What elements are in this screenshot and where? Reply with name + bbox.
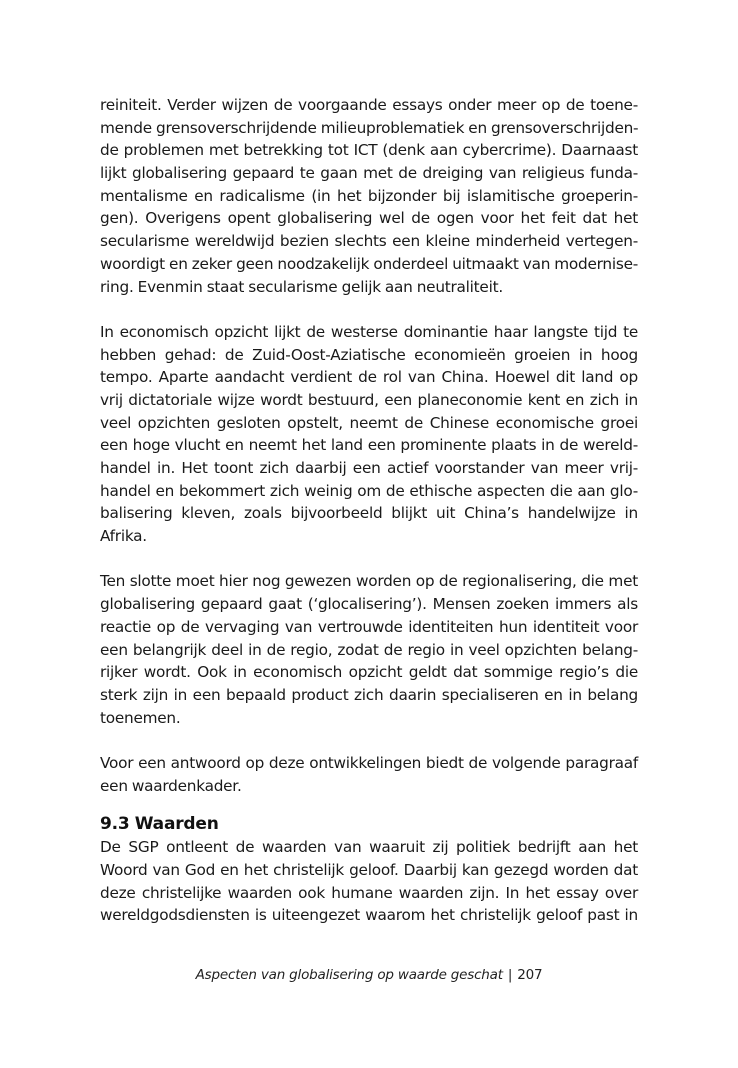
text-line: handel in. Het toont zich daarbij een actief voorstander van meer vrij- (100, 459, 638, 477)
text-line: Woord van God en het christelijk geloof. Daarbij kan gezegd worden dat (100, 861, 638, 879)
text-line: toenemen. (100, 708, 181, 727)
page-footer (0, 965, 738, 985)
text-line: handel en bekommert zich weinig om de ethische aspecten die aan glo- (100, 481, 638, 500)
text-line: sterk zijn in een bepaald product zich daarin specialiseren en in belang (100, 685, 638, 704)
text-line: globalisering gepaard gaat (‘glocalisering’). Mensen zoeken immers als (100, 595, 638, 614)
text-line: gen). Overigens opent globalisering wel de ogen voor het feit dat het (100, 209, 638, 228)
paragraph-4 (100, 752, 638, 797)
running-title: Aspecten van globalisering op waarde geschat (195, 967, 503, 983)
paragraph-2 (100, 321, 638, 548)
paragraph-3 (100, 570, 638, 729)
text-line: rijker wordt. Ook in economisch opzicht geldt dat sommige regio’s die (100, 663, 638, 682)
footer-separator: | (507, 967, 513, 983)
page-body (100, 94, 638, 927)
text-line: Voor een antwoord op deze ontwikkelingen biedt de volgende paragraaf (100, 753, 638, 772)
text-line: vrij dictatoriale wijze wordt bestuurd, een planeconomie kent en zich in (100, 390, 638, 409)
text-line: wereldgodsdiensten is uiteengezet waarom het christelijk geloof past in (100, 906, 638, 925)
text-line: een hoge vlucht en neemt het land een prominente plaats in de wereld- (100, 436, 638, 455)
section-paragraph (100, 836, 638, 927)
text-line: Ten slotte moet hier nog gewezen worden op de regionalisering, die met (100, 572, 638, 591)
text-line: ring. Evenmin staat secularisme gelijk aan neutraliteit. (100, 277, 503, 296)
text-line: veel opzichten gesloten opstelt, neemt de Chinese economische groei (100, 413, 638, 432)
text-line: de problemen met betrekking tot ICT (denk aan cybercrime). Daarnaast (100, 141, 638, 160)
text-line: tempo. Aparte aandacht verdient de rol van China. Hoewel dit land op (100, 368, 638, 387)
text-line: woordigt en zeker geen noodzakelijk onderdeel uitmaakt van modernise- (100, 254, 639, 273)
paragraph-1 (100, 94, 638, 298)
text-line: een waardenkader. (100, 776, 242, 795)
text-line: lijkt globalisering gepaard te gaan met de dreiging van religieus funda- (100, 164, 638, 183)
text-line: balisering kleven, zoals bijvoorbeeld blijkt uit China’s handelwijze in (100, 504, 638, 523)
text-line: een belangrijk deel in de regio, zodat de regio in veel opzichten belang- (100, 640, 638, 659)
section-heading: 9.3 Waarden (100, 814, 219, 835)
text-line: secularisme wereldwijd bezien slechts een kleine minderheid vertegen- (100, 232, 638, 251)
text-line: deze christelijke waarden ook humane waarden zijn. In het essay over (100, 883, 638, 902)
text-line: mentalisme en radicalisme (in het bijzonder bij islamitische groeperin- (100, 186, 638, 205)
text-line: De SGP ontleent de waarden van waaruit zij politiek bedrijft aan het (100, 838, 638, 857)
text-line: Afrika. (100, 527, 147, 546)
page-number: 207 (517, 967, 543, 983)
text-line: mende grensoverschrijdende milieuproblematiek en grensoverschrijden- (100, 118, 639, 137)
text-line: hebben gehad: de Zuid-Oost-Aziatische economieën groeien in hoog (100, 345, 638, 364)
text-line: In economisch opzicht lijkt de westerse dominantie haar langste tijd te (100, 322, 638, 341)
text-line: reiniteit. Verder wijzen de voorgaande essays onder meer op de toene- (100, 96, 638, 114)
text-line: reactie op de vervaging van vertrouwde identiteiten hun identiteit voor (100, 617, 638, 636)
